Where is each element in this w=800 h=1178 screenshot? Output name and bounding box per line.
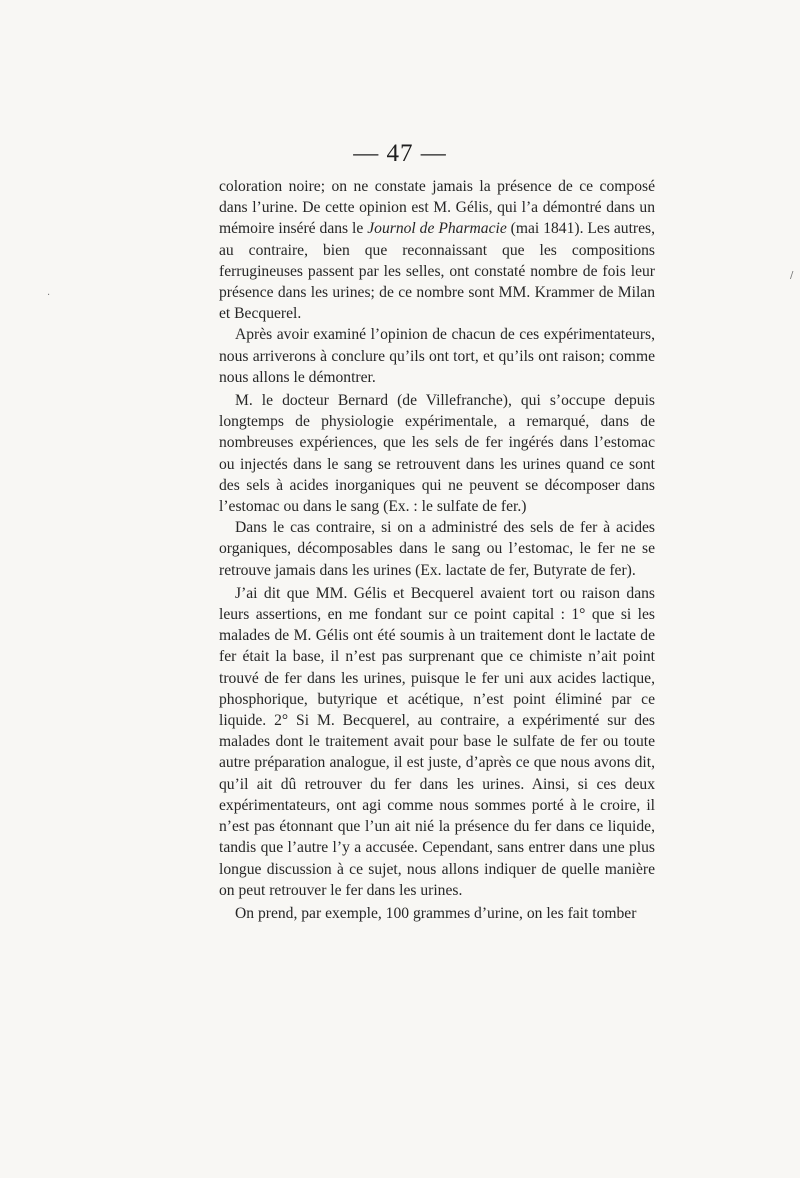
paragraph-1-text-after: (mai 1841). Les autres, au contraire, bien que reconnaissant que les compositions ferrugineuses passent par les selles, ont constaté nombre de fois leur présence dans les urines; de ce nombre sont MM. Krammer de Milan et Becquerel. bbox=[219, 220, 655, 323]
paragraph-6: On prend, par exemple, 100 grammes d’urine, on les fait tomber bbox=[235, 904, 637, 922]
scan-mark: / bbox=[790, 270, 794, 281]
journal-title: Journol de Pharmacie bbox=[367, 220, 507, 238]
paragraph-4: Dans le cas contraire, si on a administré des sels de fer à acides organiques, décomposables dans le sang ou l’estomac, le fer ne se retrouve jamais dans les urines (Ex. lactate de fer, Butyrate de fer). bbox=[219, 519, 655, 579]
paragraph-1-text-before: coloration noire; on ne constate jamais la présence de ce composé dans l’urine. De cette opinion est M. Gélis, qui l’a démontré dans un mémoire inséré dans le bbox=[219, 178, 655, 238]
paragraph-2: Après avoir examiné l’opinion de chacun de ces expérimentateurs, nous arriverons à conclure qu’ils ont tort, et qu’ils ont raison; comme nous allons le démontrer. bbox=[219, 326, 655, 386]
page-number: — 47 — bbox=[353, 140, 447, 167]
body-text bbox=[219, 176, 655, 924]
paragraph-3: M. le docteur Bernard (de Villefranche), qui s’occupe depuis longtemps de physiologie expérimentale, a remarqué, dans de nombreuses expériences, que les sels de fer ingérés dans l’estomac ou injectés dans le sang se retrouvent dans les urines quand ce sont des sels à acides inorganiques qui ne peuvent se décomposer dans l’estomac ou dans le sang (Ex. : le sulfate de fer.) bbox=[219, 392, 655, 516]
scan-mark: · bbox=[47, 290, 51, 301]
paragraph-5: J’ai dit que MM. Gélis et Becquerel avaient tort ou raison dans leurs assertions, en me fondant sur ce point capital : 1° que si les malades de M. Gélis ont été soumis à un traitement dont le lactate de fer était la base, il n’est pas surprenant que ce chimiste n’ait point trouvé de fer dans les urines, puisque le fer uni aux acides lactique, phosphorique, butyrique et acétique, n’est point éliminé par ce liquide. 2° Si M. Becquerel, au contraire, a expérimenté sur des malades dont le traitement avait pour base le sulfate de fer ou toute autre préparation analogue, il est juste, d’après ce que nous avons dit, qu’il ait dû retrouver du fer dans les urines. Ainsi, si ces deux expérimentateurs, ont agi comme nous sommes porté à le croire, il n’est pas étonnant que l’un ait nié la présence du fer dans ce liquide, tandis que l’autre l’y a accusée. Cependant, sans entrer dans une plus longue discussion à ce sujet, nous allons indiquer de quelle manière on peut retrouver le fer dans les urines. bbox=[219, 584, 655, 899]
paragraph-1 bbox=[219, 176, 655, 324]
